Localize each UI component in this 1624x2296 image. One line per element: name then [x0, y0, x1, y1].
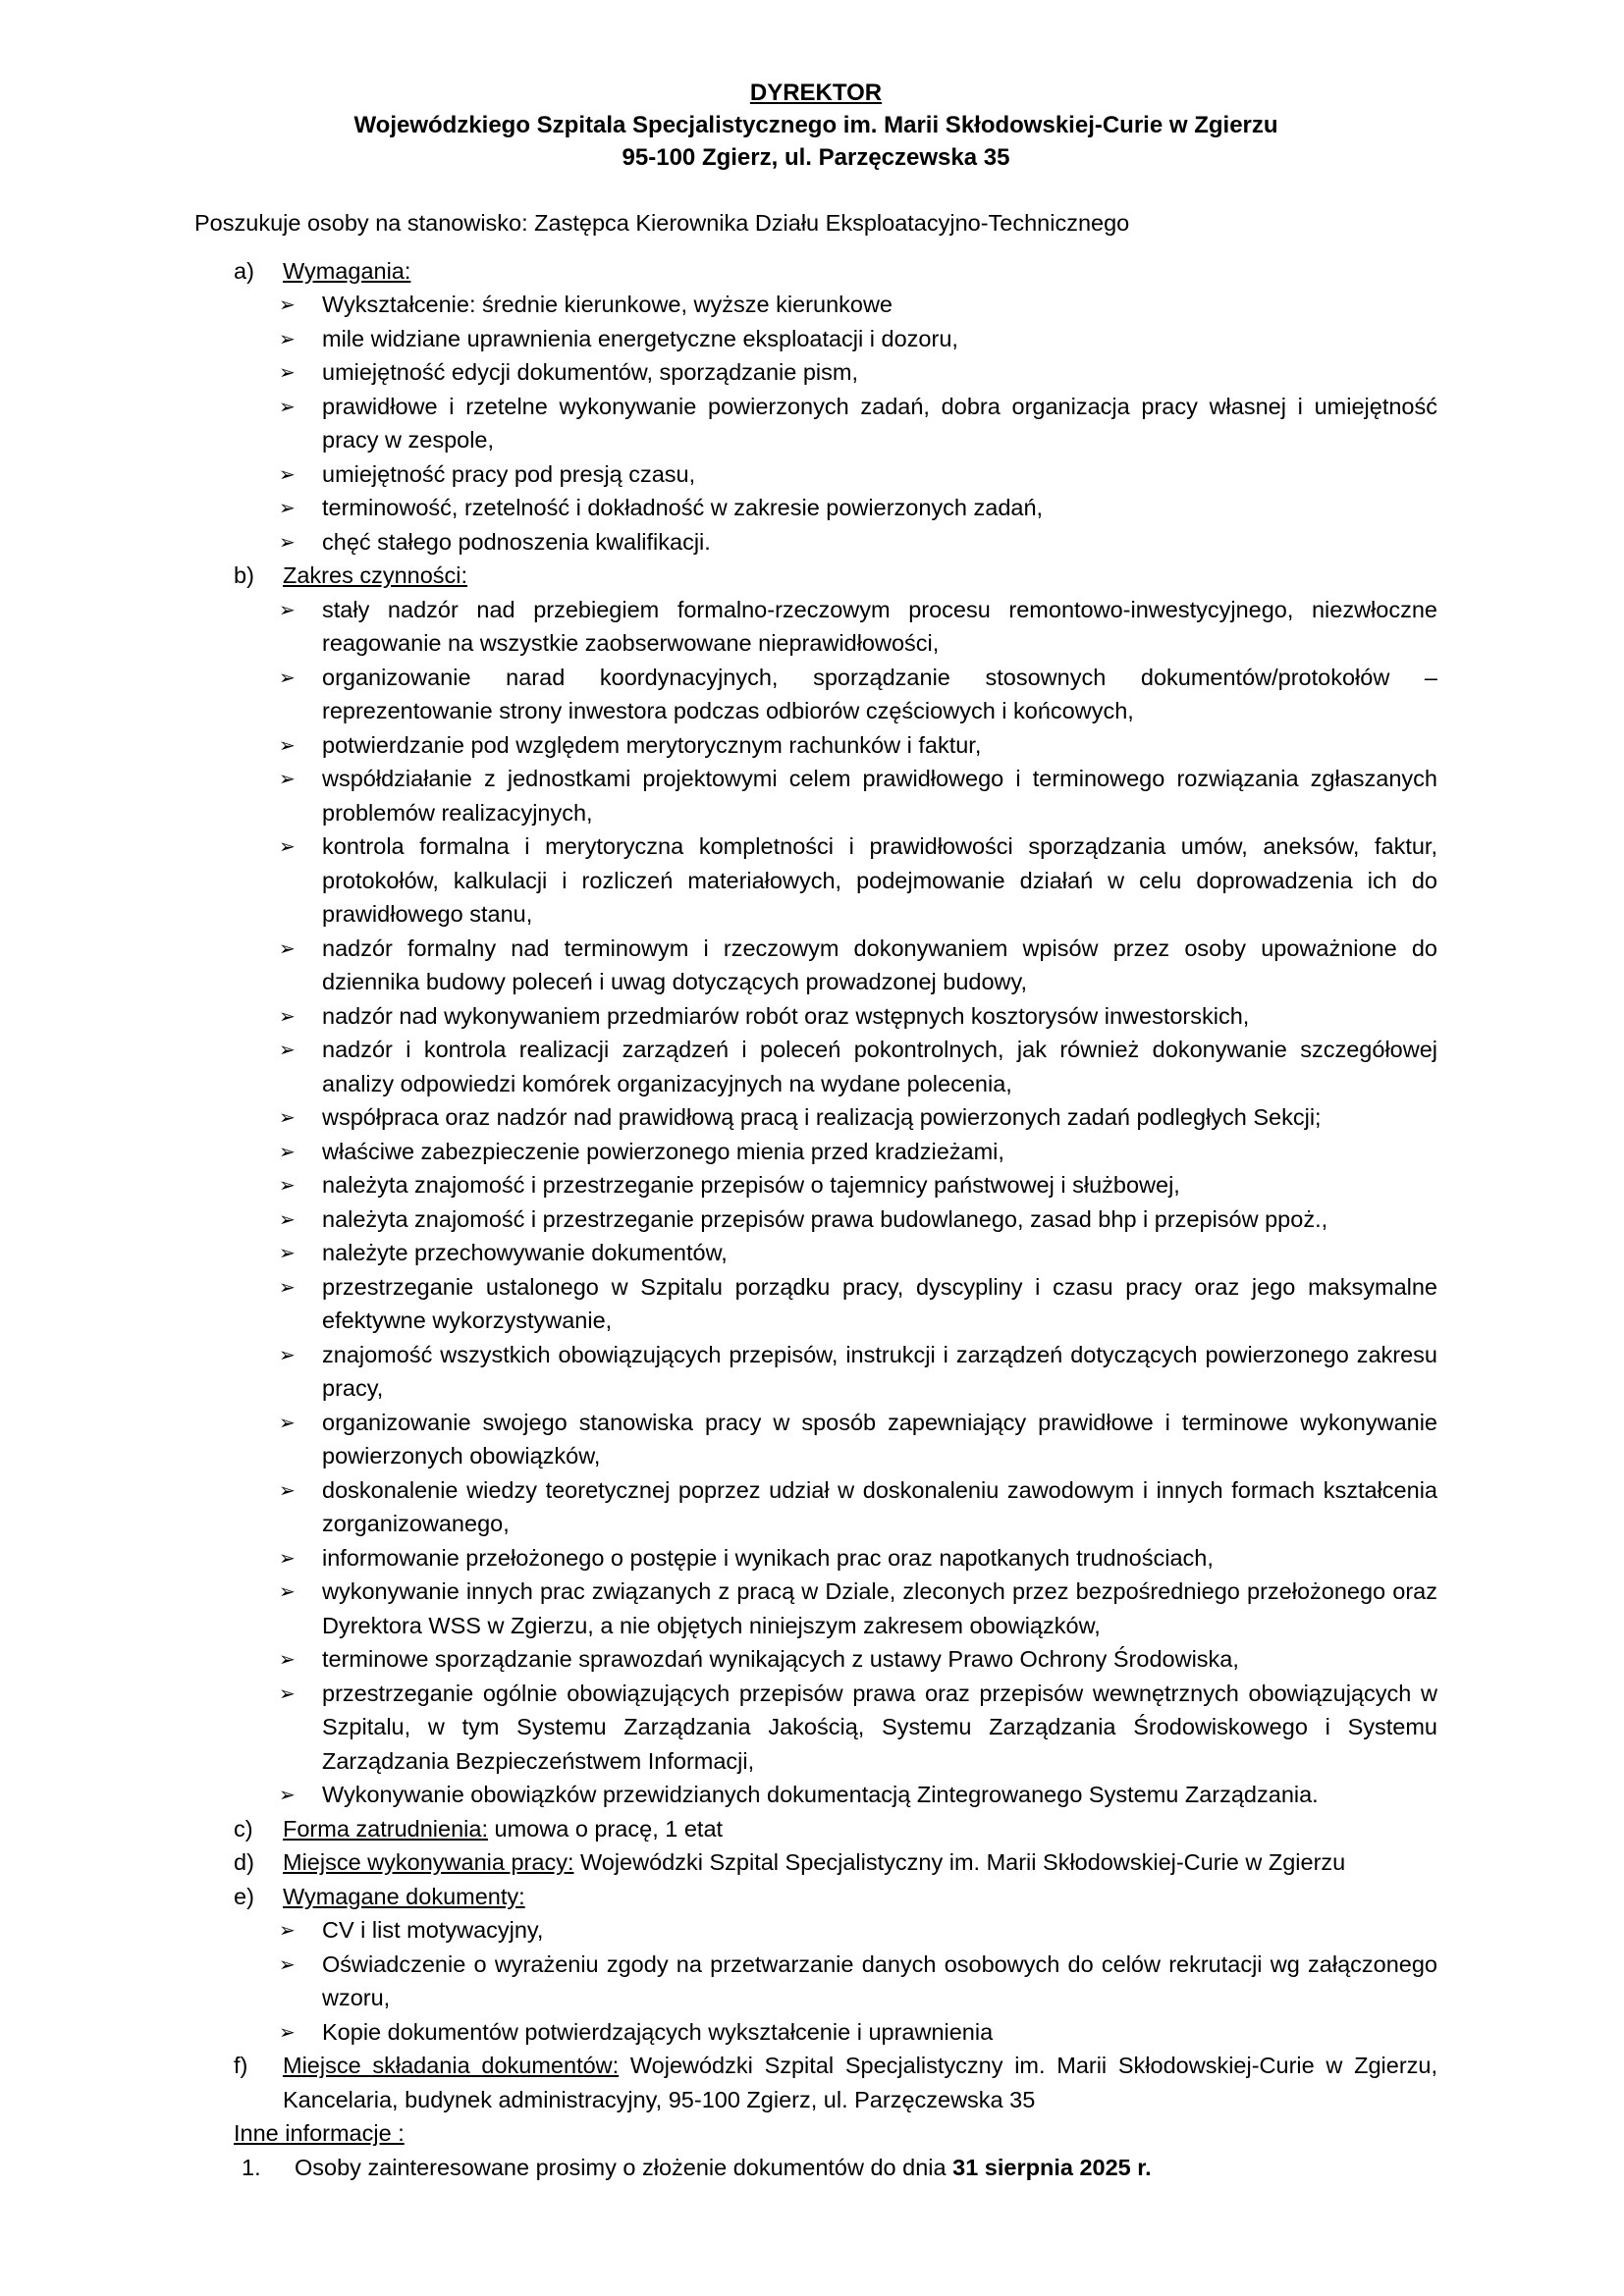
- duty-item: ➢ należyta znajomość i przestrzeganie przepisów prawa budowlanego, zasad bhp i przepisów ppoż.,: [283, 1202, 1437, 1237]
- other-info-item: [194, 2151, 1437, 2185]
- section-title: Wymagane dokumenty:: [283, 1883, 525, 1909]
- position-intro: Poszukuje osoby na stanowisko: Zastępca Kierownika Działu Eksploatacyjno-Technicznego: [194, 210, 1130, 236]
- duty-item: ➢ organizowanie swojego stanowiska pracy w sposób zapewniający prawidłowe i terminowe wykonywanie powierzonych obowiązków,: [283, 1406, 1437, 1473]
- header-title: DYREKTOR: [749, 80, 883, 106]
- section-letter: c): [234, 1815, 253, 1842]
- section-requirements: [194, 254, 1437, 560]
- section-value: umowa o pracę, 1 etat: [488, 1815, 724, 1842]
- other-info: [194, 2116, 1437, 2151]
- requirement-item: ➢ prawidłowe i rzetelne wykonywanie powierzonych zadań, dobra organizacja pracy własnej i umiejętność pracy w zespole,: [283, 390, 1437, 457]
- section-title: Miejsce wykonywania pracy:: [283, 1849, 574, 1875]
- section-letter: d): [234, 1849, 254, 1875]
- duty-item: ➢ organizowanie narad koordynacyjnych, sporządzanie stosownych dokumentów/protokołów – reprezentowanie strony inwestora podczas odbiorów częściowych i końcowych,: [283, 661, 1437, 728]
- duty-item: ➢ przestrzeganie ogólnie obowiązujących przepisów prawa oraz przepisów wewnętrznych obowiązujących w Szpitalu, w tym Systemu Zarządzania Jakością, Systemu Zarządzania Środowiskowego i Systemu Zarządzania Bezpieczeństwem Informacji,: [283, 1677, 1437, 1779]
- duty-item: ➢ współpraca oraz nadzór nad prawidłową pracą i realizacją powierzonych zadań podległych Sekcji;: [283, 1100, 1437, 1135]
- section-title: Miejsce składania dokumentów:: [283, 2053, 620, 2078]
- duty-item: ➢ terminowe sporządzanie sprawozdań wynikających z ustawy Prawo Ochrony Środowiska,: [283, 1642, 1437, 1677]
- document-item: ➢ Oświadczenie o wyrażeniu zgody na przetwarzanie danych osobowych do celów rekrutacji wg załączonego wzoru,: [283, 1948, 1437, 2015]
- section-duties: [194, 559, 1437, 1812]
- requirement-item: ➢ chęć stałego podnoszenia kwalifikacji.: [283, 525, 1437, 560]
- duty-item: ➢ nadzór formalny nad terminowym i rzeczowym dokonywaniem wpisów przez osoby upoważnione do dziennika budowy poleceń i uwag dotyczących prowadzonej budowy,: [283, 932, 1437, 999]
- duty-item: ➢ kontrola formalna i merytoryczna kompletności i prawidłowości sporządzania umów, aneksów, faktur, protokołów, kalkulacji i rozliczeń materiałowych, podejmowanie działań w celu doprowadzenia ich do prawidłowego stanu,: [283, 829, 1437, 932]
- document-item: ➢ Kopie dokumentów potwierdzających wykształcenie i uprawnienia: [283, 2015, 1437, 2050]
- requirement-item: ➢ terminowość, rzetelność i dokładność w zakresie powierzonych zadań,: [283, 491, 1437, 525]
- duty-item: ➢ właściwe zabezpieczenie powierzonego mienia przed kradzieżami,: [283, 1135, 1437, 1169]
- duty-item: ➢ doskonalenie wiedzy teoretycznej poprzez udział w doskonaleniu zawodowym i innych formach kształcenia zorganizowanego,: [283, 1473, 1437, 1541]
- requirement-item: ➢ Wykształcenie: średnie kierunkowe, wyższe kierunkowe: [283, 288, 1437, 322]
- section-work-place: [194, 1845, 1437, 1880]
- document-item: ➢ CV i list motywacyjny,: [283, 1913, 1437, 1948]
- requirement-item: ➢ umiejętność edycji dokumentów, sporządzanie pism,: [283, 355, 1437, 390]
- duty-item: ➢ wykonywanie innych prac związanych z pracą w Dziale, zleconych przez bezpośredniego przełożonego oraz Dyrektora WSS w Zgierzu, a nie objętych niniejszym zakresem obowiązków,: [283, 1575, 1437, 1642]
- duty-item: ➢ informowanie przełożonego o postępie i wynikach prac oraz napotkanych trudnościach,: [283, 1541, 1437, 1575]
- section-letter: a): [234, 257, 254, 284]
- section-required-documents: [194, 1880, 1437, 2050]
- deadline-date: 31 sierpnia 2025 r.: [952, 2154, 1152, 2180]
- documents-list: [283, 1913, 1437, 2049]
- duty-item: ➢ przestrzeganie ustalonego w Szpitalu porządku pracy, dyscypliny i czasu pracy oraz jego maksymalne efektywne wykorzystywanie,: [283, 1270, 1437, 1338]
- duty-item: ➢ nadzór i kontrola realizacji zarządzeń i poleceń pokontrolnych, jak również dokonywanie szczegółowej analizy odpowiedzi komórek organizacyjnych na wydane polecenia,: [283, 1033, 1437, 1100]
- section-letter: f): [234, 2053, 248, 2078]
- section-value: Wojewódzki Szpital Specjalistyczny im. Marii Skłodowskiej-Curie w Zgierzu: [573, 1849, 1346, 1875]
- requirement-item: ➢ mile widziane uprawnienia energetyczne eksploatacji i dozoru,: [283, 322, 1437, 356]
- header-institution: Wojewódzkiego Szpitala Specjalistycznego im. Marii Skłodowskiej-Curie w Zgierzu: [353, 112, 1278, 138]
- section-value: Wojewódzki Szpital Specjalistyczny im. Marii Skłodowskiej-Curie w Zgierzu, Kancelaria, budynek administracyjny, 95-100 Zgierz, ul. Parzęczewska 35: [283, 2053, 1437, 2112]
- section-title: Zakres czynności:: [283, 562, 468, 588]
- duty-item: ➢ nadzór nad wykonywaniem przedmiarów robót oraz wstępnych kosztorysów inwestorskich,: [283, 999, 1437, 1034]
- document-header: [194, 77, 1437, 174]
- section-title: Forma zatrudnienia:: [283, 1815, 488, 1842]
- duties-list: [283, 593, 1437, 1812]
- other-info-title: Inne informacje :: [234, 2120, 405, 2146]
- section-employment-form: [194, 1812, 1437, 1846]
- duty-item: ➢ należyta znajomość i przestrzeganie przepisów o tajemnicy państwowej i służbowej,: [283, 1168, 1437, 1202]
- duty-item: ➢ należyte przechowywanie dokumentów,: [283, 1236, 1437, 1270]
- requirements-list: [283, 288, 1437, 559]
- section-letter: b): [234, 562, 254, 588]
- duty-item: ➢ stały nadzór nad przebiegiem formalno-rzeczowym procesu remontowo-inwestycyjnego, niezwłoczne reagowanie na wszystkie zaobserwowane nieprawidłowości,: [283, 593, 1437, 661]
- item-number: 1.: [242, 2154, 261, 2180]
- item-text: Osoby zainteresowane prosimy o złożenie dokumentów do dnia: [295, 2154, 953, 2180]
- duty-item: ➢ współdziałanie z jednostkami projektowymi celem prawidłowego i terminowego rozwiązania zgłaszanych problemów realizacyjnych,: [283, 762, 1437, 829]
- duty-item: ➢ znajomość wszystkich obowiązujących przepisów, instrukcji i zarządzeń dotyczących powierzonego zakresu pracy,: [283, 1338, 1437, 1406]
- duty-item: ➢ Wykonywanie obowiązków przewidzianych dokumentacją Zintegrowanego Systemu Zarządzania.: [283, 1778, 1437, 1812]
- section-submission-place: [194, 2049, 1437, 2116]
- header-address: 95-100 Zgierz, ul. Parzęczewska 35: [622, 144, 1010, 171]
- section-letter: e): [234, 1883, 254, 1909]
- requirement-item: ➢ umiejętność pracy pod presją czasu,: [283, 457, 1437, 492]
- duty-item: ➢ potwierdzanie pod względem merytorycznym rachunków i faktur,: [283, 728, 1437, 763]
- section-title: Wymagania:: [283, 257, 411, 284]
